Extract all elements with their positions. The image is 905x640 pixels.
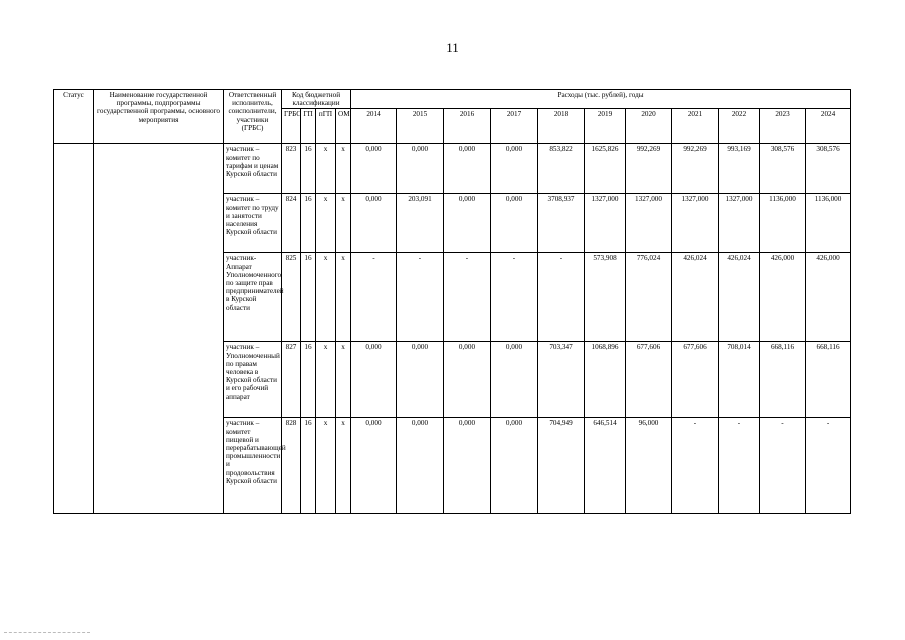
pgp-cell: х [316, 194, 336, 253]
value-cell: 3708,937 [538, 194, 585, 253]
value-cell: 0,000 [351, 144, 397, 194]
om-cell: х [336, 253, 351, 342]
header-year: 2022 [719, 109, 760, 144]
header-expenses: Расходы (тыс. рублей), годы [351, 90, 851, 109]
value-cell: 993,169 [719, 144, 760, 194]
value-cell: 0,000 [351, 342, 397, 418]
grbs-cell: 824 [282, 194, 301, 253]
header-year: 2016 [444, 109, 491, 144]
value-cell: 668,116 [806, 342, 851, 418]
value-cell: 0,000 [444, 418, 491, 514]
value-cell: 1327,000 [672, 194, 719, 253]
pgp-cell: х [316, 342, 336, 418]
header-year: 2018 [538, 109, 585, 144]
header-code-gp: ГП [301, 109, 316, 144]
status-cell [54, 144, 94, 514]
value-cell: 308,576 [760, 144, 806, 194]
value-cell: 853,822 [538, 144, 585, 194]
header-budget-code: Код бюджетной классификации [282, 90, 351, 109]
value-cell: - [444, 253, 491, 342]
value-cell: 0,000 [491, 342, 538, 418]
header-year: 2020 [626, 109, 672, 144]
gp-cell: 16 [301, 342, 316, 418]
header-code-pgp: пГП [316, 109, 336, 144]
participant-cell: участник – Уполномоченный по правам человека в Курской области и его рабочий аппарат [224, 342, 282, 418]
value-cell: 1327,000 [626, 194, 672, 253]
program-name-cell [94, 144, 224, 514]
page-number: 11 [446, 40, 459, 55]
value-cell: 1136,000 [806, 194, 851, 253]
value-cell: - [806, 418, 851, 514]
header-responsible: Ответственный исполнитель, соисполнители, участники (ГРБС) [224, 90, 282, 144]
value-cell: 0,000 [351, 194, 397, 253]
value-cell: 0,000 [491, 194, 538, 253]
gp-cell: 16 [301, 418, 316, 514]
value-cell: 1068,896 [585, 342, 626, 418]
value-cell: 668,116 [760, 342, 806, 418]
header-year: 2014 [351, 109, 397, 144]
value-cell: 992,269 [672, 144, 719, 194]
value-cell: 0,000 [491, 144, 538, 194]
value-cell: 708,014 [719, 342, 760, 418]
value-cell: 677,606 [672, 342, 719, 418]
value-cell: 0,000 [491, 418, 538, 514]
header-status: Статус [54, 90, 94, 144]
value-cell: 1625,826 [585, 144, 626, 194]
value-cell: 0,000 [444, 342, 491, 418]
pgp-cell: х [316, 144, 336, 194]
value-cell: 646,514 [585, 418, 626, 514]
grbs-cell: 827 [282, 342, 301, 418]
header-row-1 [54, 90, 851, 109]
table-row [54, 144, 851, 194]
header-year: 2017 [491, 109, 538, 144]
value-cell: 426,024 [719, 253, 760, 342]
value-cell: 0,000 [351, 418, 397, 514]
header-year: 2021 [672, 109, 719, 144]
value-cell: 0,000 [444, 194, 491, 253]
value-cell: 1327,000 [585, 194, 626, 253]
value-cell: 1327,000 [719, 194, 760, 253]
value-cell: 308,576 [806, 144, 851, 194]
value-cell: - [351, 253, 397, 342]
om-cell: х [336, 194, 351, 253]
header-year: 2023 [760, 109, 806, 144]
participant-cell: участник-Аппарат Уполномоченного по защите прав предпринимателей в Курской области [224, 253, 282, 342]
value-cell: 992,269 [626, 144, 672, 194]
gp-cell: 16 [301, 253, 316, 342]
header-name: Наименование государственной программы, подпрограммы государственной программы, основного мероприятия [94, 90, 224, 144]
value-cell: 1136,000 [760, 194, 806, 253]
value-cell: 0,000 [444, 144, 491, 194]
om-cell: х [336, 418, 351, 514]
value-cell: 426,024 [672, 253, 719, 342]
participant-cell: участник – комитет по труду и занятости населения Курской области [224, 194, 282, 253]
value-cell: 203,091 [397, 194, 444, 253]
value-cell: - [491, 253, 538, 342]
scan-artifact [4, 632, 90, 635]
value-cell: - [397, 253, 444, 342]
grbs-cell: 828 [282, 418, 301, 514]
value-cell: 703,347 [538, 342, 585, 418]
value-cell: 0,000 [397, 418, 444, 514]
value-cell: 776,024 [626, 253, 672, 342]
header-code-grbs: ГРБС [282, 109, 301, 144]
budget-table [53, 89, 851, 514]
value-cell: 704,949 [538, 418, 585, 514]
value-cell: - [760, 418, 806, 514]
gp-cell: 16 [301, 194, 316, 253]
value-cell: 0,000 [397, 342, 444, 418]
grbs-cell: 823 [282, 144, 301, 194]
header-code-om: ОМ [336, 109, 351, 144]
value-cell: 96,000 [626, 418, 672, 514]
value-cell: 426,000 [806, 253, 851, 342]
value-cell: - [719, 418, 760, 514]
gp-cell: 16 [301, 144, 316, 194]
header-year: 2019 [585, 109, 626, 144]
header-year: 2024 [806, 109, 851, 144]
value-cell: - [538, 253, 585, 342]
value-cell: 0,000 [397, 144, 444, 194]
participant-cell: участник – комитет по тарифам и ценам Курской области [224, 144, 282, 194]
pgp-cell: х [316, 418, 336, 514]
om-cell: х [336, 144, 351, 194]
participant-cell: участник – комитет пищевой и перерабатывающей промышленности и продовольствия Курской области [224, 418, 282, 514]
pgp-cell: х [316, 253, 336, 342]
value-cell: 426,000 [760, 253, 806, 342]
value-cell: - [672, 418, 719, 514]
header-year: 2015 [397, 109, 444, 144]
om-cell: х [336, 342, 351, 418]
value-cell: 573,908 [585, 253, 626, 342]
value-cell: 677,606 [626, 342, 672, 418]
grbs-cell: 825 [282, 253, 301, 342]
